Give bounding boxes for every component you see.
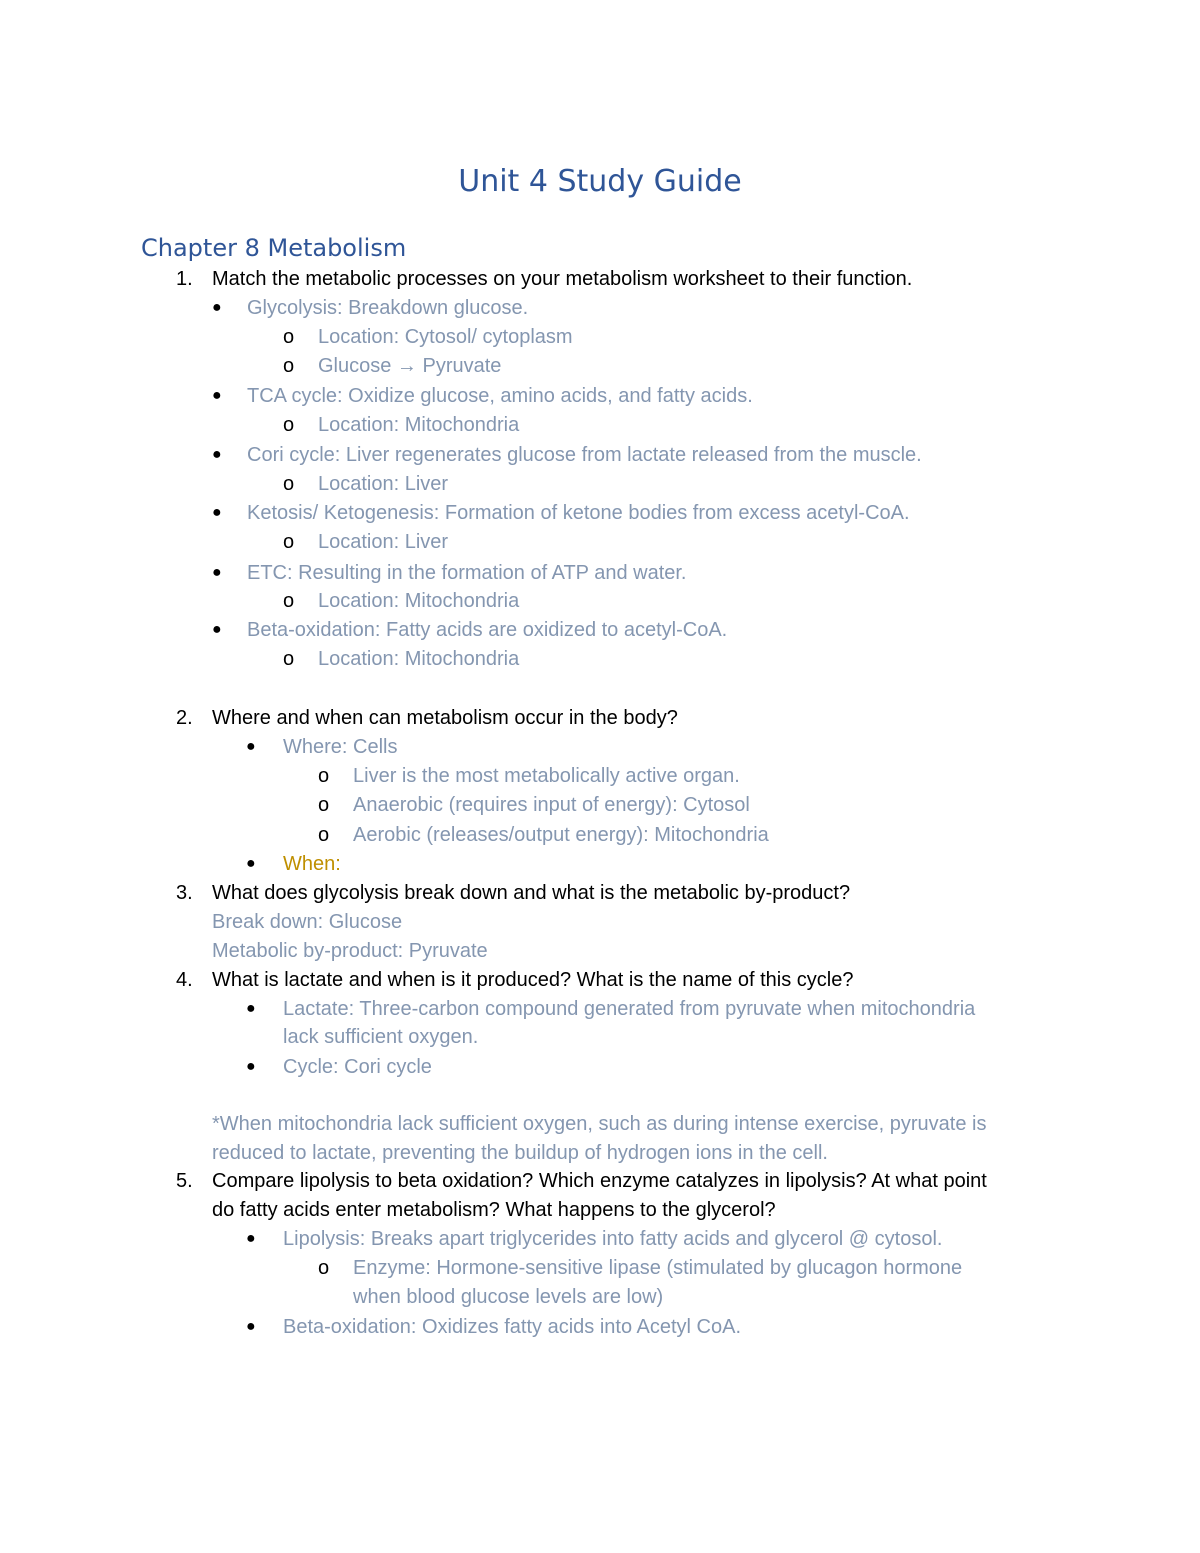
question-number: 5.	[176, 1170, 193, 1192]
sub-marker: o	[283, 590, 295, 612]
answer-lactate-line-1: Lactate: Three-carbon compound generated from pyruvate when mitochondria	[283, 998, 976, 1020]
bullet-marker: ●	[246, 1000, 256, 1017]
bullet-marker: ●	[212, 446, 222, 463]
document-title: Unit 4 Study Guide	[458, 164, 742, 199]
answer-breakdown: Break down: Glucose	[212, 911, 403, 933]
answer-cori-cycle: Cori cycle: Liver regenerates glucose from lactate released from the muscle.	[247, 444, 922, 466]
bullet-marker: ●	[212, 299, 222, 316]
answer-enzyme-line-2: when blood glucose levels are low)	[353, 1286, 664, 1308]
answer-lactate-line-2: lack sufficient oxygen.	[283, 1026, 479, 1048]
answer-lipolysis: Lipolysis: Breaks apart triglycerides into fatty acids and glycerol @ cytosol.	[283, 1228, 943, 1250]
answer-cycle: Cycle: Cori cycle	[283, 1056, 432, 1078]
sub-marker: o	[283, 531, 295, 553]
answer-etc-location: Location: Mitochondria	[318, 590, 520, 612]
answer-enzyme-line-1: Enzyme: Hormone-sensitive lipase (stimulated by glucagon hormone	[353, 1257, 963, 1279]
answer-when: When:	[283, 853, 341, 875]
question-number: 3.	[176, 882, 193, 904]
answer-anaerobic: Anaerobic (requires input of energy): Cytosol	[353, 794, 750, 816]
question-5-text-line-2: do fatty acids enter metabolism? What happens to the glycerol?	[212, 1199, 776, 1221]
sub-marker: o	[318, 1257, 330, 1279]
answer-beta-location: Location: Mitochondria	[318, 648, 520, 670]
sub-marker: o	[283, 326, 295, 348]
answer-ketosis-location: Location: Liver	[318, 531, 449, 553]
answer-ketosis: Ketosis/ Ketogenesis: Formation of ketone bodies from excess acetyl-CoA.	[247, 502, 910, 524]
sub-marker: o	[318, 824, 330, 846]
note-line-2: reduced to lactate, preventing the buildup of hydrogen ions in the cell.	[212, 1142, 828, 1164]
answer-etc: ETC: Resulting in the formation of ATP and water.	[247, 562, 687, 584]
question-number: 2.	[176, 707, 193, 729]
bullet-marker: ●	[212, 621, 222, 638]
answer-tca-cycle: TCA cycle: Oxidize glucose, amino acids, and fatty acids.	[247, 385, 753, 407]
answer-glycolysis-location: Location: Cytosol/ cytoplasm	[318, 326, 573, 348]
answer-tca-location: Location: Mitochondria	[318, 414, 520, 436]
answer-beta-oxidation-acetyl: Beta-oxidation: Oxidizes fatty acids into Acetyl CoA.	[283, 1316, 741, 1338]
answer-liver: Liver is the most metabolically active organ.	[353, 765, 740, 787]
bullet-marker: ●	[246, 1058, 256, 1075]
sub-marker: o	[283, 648, 295, 670]
answer-where: Where: Cells	[283, 736, 398, 758]
bullet-marker: ●	[246, 855, 256, 872]
bullet-marker: ●	[246, 738, 256, 755]
question-3-text: What does glycolysis break down and what is the metabolic by-product?	[212, 882, 851, 904]
answer-glycolysis: Glycolysis: Breakdown glucose.	[247, 297, 529, 319]
question-5-text-line-1: Compare lipolysis to beta oxidation? Which enzyme catalyzes in lipolysis? At what point	[212, 1170, 987, 1192]
answer-beta-oxidation: Beta-oxidation: Fatty acids are oxidized to acetyl-CoA.	[247, 619, 728, 641]
sub-marker: o	[283, 414, 295, 436]
bullet-marker: ●	[246, 1230, 256, 1247]
note-line-1: *When mitochondria lack sufficient oxygen, such as during intense exercise, pyruvate is	[212, 1113, 987, 1135]
answer-glycolysis-pathway: Glucose → Pyruvate	[318, 355, 502, 377]
question-4-text: What is lactate and when is it produced? What is the name of this cycle?	[212, 969, 854, 991]
answer-byproduct: Metabolic by-product: Pyruvate	[212, 940, 488, 962]
sub-marker: o	[318, 794, 330, 816]
question-1-text: Match the metabolic processes on your metabolism worksheet to their function.	[212, 268, 913, 290]
answer-aerobic: Aerobic (releases/output energy): Mitochondria	[353, 824, 769, 846]
sub-marker: o	[318, 765, 330, 787]
answer-cori-location: Location: Liver	[318, 473, 449, 495]
bullet-marker: ●	[246, 1318, 256, 1335]
sub-marker: o	[283, 355, 295, 377]
sub-marker: o	[283, 473, 295, 495]
question-number: 4.	[176, 969, 193, 991]
question-2-text: Where and when can metabolism occur in the body?	[212, 707, 678, 729]
bullet-marker: ●	[212, 564, 222, 581]
chapter-heading: Chapter 8 Metabolism	[141, 234, 407, 262]
bullet-marker: ●	[212, 504, 222, 521]
question-number: 1.	[176, 268, 193, 290]
bullet-marker: ●	[212, 387, 222, 404]
